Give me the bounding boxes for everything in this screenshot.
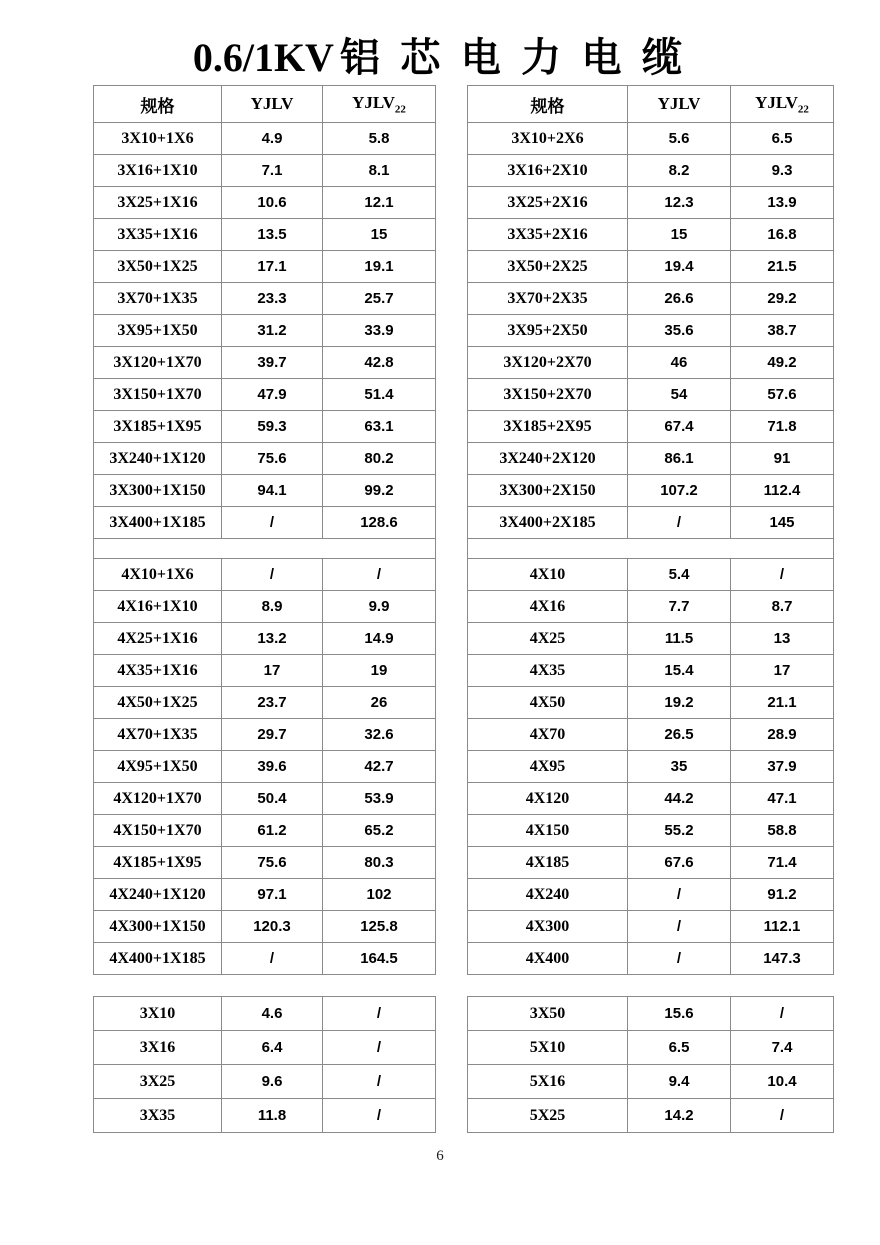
value-cell: 80.2	[323, 443, 436, 475]
value-cell: /	[323, 1065, 436, 1099]
col-header-yjlv22	[323, 86, 436, 123]
table-row	[94, 751, 436, 783]
value-cell: 112.1	[731, 911, 834, 943]
spec-cell: 4X240+1X120	[94, 879, 222, 911]
table-row	[94, 123, 436, 155]
value-cell: 125.8	[323, 911, 436, 943]
value-cell: 44.2	[628, 783, 731, 815]
value-cell: 35	[628, 751, 731, 783]
value-cell: 13.9	[731, 187, 834, 219]
spec-cell: 4X240	[468, 879, 628, 911]
table-row	[468, 879, 834, 911]
table-row	[468, 123, 834, 155]
value-cell: 6.5	[731, 123, 834, 155]
value-cell: 80.3	[323, 847, 436, 879]
table-row	[94, 847, 436, 879]
value-cell: 4.6	[222, 997, 323, 1031]
spec-cell: 3X150+1X70	[94, 379, 222, 411]
value-cell: 19.4	[628, 251, 731, 283]
value-cell: 8.9	[222, 591, 323, 623]
value-cell: 11.5	[628, 623, 731, 655]
value-cell: 9.3	[731, 155, 834, 187]
value-cell: 19	[323, 655, 436, 687]
page-title-latin: 0.6/1KV	[192, 35, 334, 80]
value-cell: 54	[628, 379, 731, 411]
spec-cell: 4X120+1X70	[94, 783, 222, 815]
value-cell: /	[628, 911, 731, 943]
value-cell: /	[628, 507, 731, 539]
spec-cell: 3X400+2X185	[468, 507, 628, 539]
value-cell: 99.2	[323, 475, 436, 507]
table-row	[94, 783, 436, 815]
value-cell: 5.6	[628, 123, 731, 155]
value-cell: 26.6	[628, 283, 731, 315]
value-cell: 55.2	[628, 815, 731, 847]
value-cell: 49.2	[731, 347, 834, 379]
value-cell: 67.6	[628, 847, 731, 879]
spec-cell: 3X240+1X120	[94, 443, 222, 475]
value-cell: 29.2	[731, 283, 834, 315]
spec-cell: 4X25	[468, 623, 628, 655]
spec-cell: 5X10	[468, 1031, 628, 1065]
value-cell: 71.8	[731, 411, 834, 443]
value-cell: 8.1	[323, 155, 436, 187]
value-cell: /	[731, 1099, 834, 1133]
table-row	[468, 411, 834, 443]
right-column	[467, 85, 833, 1133]
value-cell: 19.1	[323, 251, 436, 283]
value-cell: 8.7	[731, 591, 834, 623]
value-cell: 128.6	[323, 507, 436, 539]
value-cell: 120.3	[222, 911, 323, 943]
value-cell: 51.4	[323, 379, 436, 411]
value-cell: 102	[323, 879, 436, 911]
spec-cell: 3X16+1X10	[94, 155, 222, 187]
value-cell: 164.5	[323, 943, 436, 975]
header-row	[468, 86, 834, 123]
col-header-spec: 规格	[94, 86, 222, 123]
value-cell: /	[628, 943, 731, 975]
value-cell: 15.4	[628, 655, 731, 687]
spec-cell: 3X25+1X16	[94, 187, 222, 219]
value-cell: 65.2	[323, 815, 436, 847]
value-cell: 71.4	[731, 847, 834, 879]
table-row	[94, 1031, 436, 1065]
value-cell: 19.2	[628, 687, 731, 719]
value-cell: 25.7	[323, 283, 436, 315]
value-cell: 42.7	[323, 751, 436, 783]
table-row	[468, 655, 834, 687]
spec-cell: 3X300+2X150	[468, 475, 628, 507]
table-row	[94, 879, 436, 911]
table-row	[94, 687, 436, 719]
col-header-yjlv: YJLV	[628, 86, 731, 123]
value-cell: 10.4	[731, 1065, 834, 1099]
spec-cell: 3X25	[94, 1065, 222, 1099]
left-section-1	[94, 123, 436, 539]
spec-cell: 4X150	[468, 815, 628, 847]
spec-cell: 4X16	[468, 591, 628, 623]
value-cell: 4.9	[222, 123, 323, 155]
table-row	[94, 475, 436, 507]
value-cell: 8.2	[628, 155, 731, 187]
spec-cell: 3X50+1X25	[94, 251, 222, 283]
value-cell: 33.9	[323, 315, 436, 347]
right-bottom-table	[467, 996, 834, 1133]
value-cell: 21.1	[731, 687, 834, 719]
spec-cell: 4X185+1X95	[94, 847, 222, 879]
value-cell: 14.2	[628, 1099, 731, 1133]
table-row	[94, 591, 436, 623]
spec-cell: 3X120+2X70	[468, 347, 628, 379]
spec-cell: 3X16+2X10	[468, 155, 628, 187]
spec-cell: 5X16	[468, 1065, 628, 1099]
value-cell: 26	[323, 687, 436, 719]
table-row	[468, 507, 834, 539]
col-header-spec: 规格	[468, 86, 628, 123]
value-cell: 21.5	[731, 251, 834, 283]
value-cell: /	[323, 1031, 436, 1065]
page-title	[0, 26, 880, 83]
spec-cell: 3X35+1X16	[94, 219, 222, 251]
value-cell: 91	[731, 443, 834, 475]
value-cell: 97.1	[222, 879, 323, 911]
table-row	[94, 623, 436, 655]
table-row	[94, 507, 436, 539]
table-row	[468, 1099, 834, 1133]
table-row	[468, 1031, 834, 1065]
section-spacer	[468, 539, 834, 559]
table-row	[468, 783, 834, 815]
spec-cell: 3X35	[94, 1099, 222, 1133]
left-column	[93, 85, 435, 1133]
table-row	[94, 559, 436, 591]
value-cell: 9.9	[323, 591, 436, 623]
page-title-cjk: 铝 芯 电 力 电 缆	[339, 35, 688, 80]
spec-cell: 4X400+1X185	[94, 943, 222, 975]
spec-cell: 3X400+1X185	[94, 507, 222, 539]
table-row	[94, 815, 436, 847]
spec-cell: 4X25+1X16	[94, 623, 222, 655]
value-cell: 26.5	[628, 719, 731, 751]
value-cell: 13.2	[222, 623, 323, 655]
spec-cell: 4X120	[468, 783, 628, 815]
spec-cell: 3X300+1X150	[94, 475, 222, 507]
value-cell: /	[222, 507, 323, 539]
table-row	[468, 911, 834, 943]
value-cell: /	[731, 559, 834, 591]
table-row	[468, 347, 834, 379]
col-header-yjlv: YJLV	[222, 86, 323, 123]
value-cell: 23.7	[222, 687, 323, 719]
value-cell: 7.7	[628, 591, 731, 623]
table-row	[468, 591, 834, 623]
value-cell: /	[222, 559, 323, 591]
table-row	[468, 815, 834, 847]
value-cell: 50.4	[222, 783, 323, 815]
value-cell: 67.4	[628, 411, 731, 443]
table-row	[94, 283, 436, 315]
left-main-table	[93, 85, 436, 975]
spec-cell: 3X10	[94, 997, 222, 1031]
spacer-cell	[468, 539, 834, 559]
value-cell: 9.6	[222, 1065, 323, 1099]
value-cell: 9.4	[628, 1065, 731, 1099]
spec-cell: 3X240+2X120	[468, 443, 628, 475]
value-cell: /	[731, 997, 834, 1031]
left-bottom-table	[93, 996, 436, 1133]
value-cell: 42.8	[323, 347, 436, 379]
value-cell: 14.9	[323, 623, 436, 655]
value-cell: 112.4	[731, 475, 834, 507]
value-cell: 23.3	[222, 283, 323, 315]
value-cell: 53.9	[323, 783, 436, 815]
value-cell: 6.5	[628, 1031, 731, 1065]
table-row	[468, 315, 834, 347]
value-cell: 11.8	[222, 1099, 323, 1133]
value-cell: 47.1	[731, 783, 834, 815]
table-row	[468, 155, 834, 187]
value-cell: 6.4	[222, 1031, 323, 1065]
table-row	[94, 379, 436, 411]
col-header-yjlv22-sub: 22	[797, 103, 809, 116]
header-row	[94, 86, 436, 123]
table-row	[468, 443, 834, 475]
value-cell: 28.9	[731, 719, 834, 751]
spacer-cell	[94, 539, 436, 559]
spec-cell: 4X10	[468, 559, 628, 591]
spec-cell: 3X185+1X95	[94, 411, 222, 443]
value-cell: /	[323, 1099, 436, 1133]
spec-cell: 3X150+2X70	[468, 379, 628, 411]
right-section-3	[468, 997, 834, 1133]
spec-cell: 3X185+2X95	[468, 411, 628, 443]
value-cell: 107.2	[628, 475, 731, 507]
spec-cell: 4X16+1X10	[94, 591, 222, 623]
value-cell: 39.7	[222, 347, 323, 379]
spec-cell: 4X95+1X50	[94, 751, 222, 783]
table-row	[94, 1099, 436, 1133]
value-cell: 17	[731, 655, 834, 687]
value-cell: 61.2	[222, 815, 323, 847]
spec-cell: 3X50	[468, 997, 628, 1031]
table-row	[94, 347, 436, 379]
value-cell: 91.2	[731, 879, 834, 911]
section-spacer	[94, 539, 436, 559]
value-cell: /	[222, 943, 323, 975]
table-row	[468, 187, 834, 219]
table-row	[94, 155, 436, 187]
left-section-2	[94, 559, 436, 975]
value-cell: 86.1	[628, 443, 731, 475]
value-cell: 94.1	[222, 475, 323, 507]
value-cell: 15.6	[628, 997, 731, 1031]
value-cell: 145	[731, 507, 834, 539]
value-cell: 57.6	[731, 379, 834, 411]
table-row	[468, 997, 834, 1031]
value-cell: 12.1	[323, 187, 436, 219]
value-cell: 32.6	[323, 719, 436, 751]
spec-cell: 3X10+1X6	[94, 123, 222, 155]
table-row	[94, 315, 436, 347]
value-cell: 16.8	[731, 219, 834, 251]
value-cell: 13	[731, 623, 834, 655]
right-section-2	[468, 559, 834, 975]
spec-cell: 3X35+2X16	[468, 219, 628, 251]
spec-cell: 4X35	[468, 655, 628, 687]
value-cell: 31.2	[222, 315, 323, 347]
col-header-yjlv22	[731, 86, 834, 123]
value-cell: 7.1	[222, 155, 323, 187]
value-cell: 12.3	[628, 187, 731, 219]
col-header-yjlv22-base: YJLV	[755, 92, 798, 112]
spec-cell: 3X95+1X50	[94, 315, 222, 347]
col-header-yjlv22-base: YJLV	[352, 92, 395, 112]
spec-cell: 3X95+2X50	[468, 315, 628, 347]
spec-cell: 4X150+1X70	[94, 815, 222, 847]
table-row	[468, 751, 834, 783]
tables-container	[93, 85, 833, 1133]
value-cell: 5.4	[628, 559, 731, 591]
value-cell: 17	[222, 655, 323, 687]
right-main-table	[467, 85, 834, 975]
table-row	[468, 847, 834, 879]
table-row	[468, 943, 834, 975]
spec-cell: 4X70	[468, 719, 628, 751]
col-header-yjlv22-sub: 22	[394, 103, 406, 116]
spec-cell: 3X25+2X16	[468, 187, 628, 219]
value-cell: 17.1	[222, 251, 323, 283]
table-row	[94, 251, 436, 283]
value-cell: 15	[323, 219, 436, 251]
table-row	[468, 687, 834, 719]
table-row	[468, 719, 834, 751]
table-row	[468, 559, 834, 591]
value-cell: 39.6	[222, 751, 323, 783]
table-row	[468, 623, 834, 655]
table-row	[94, 655, 436, 687]
spec-cell: 4X300	[468, 911, 628, 943]
value-cell: 13.5	[222, 219, 323, 251]
table-row	[94, 187, 436, 219]
table-row	[468, 379, 834, 411]
table-row	[94, 443, 436, 475]
table-row	[94, 911, 436, 943]
left-section-3	[94, 997, 436, 1133]
right-section-1	[468, 123, 834, 539]
value-cell: 75.6	[222, 847, 323, 879]
spec-cell: 4X95	[468, 751, 628, 783]
table-row	[94, 219, 436, 251]
value-cell: 38.7	[731, 315, 834, 347]
value-cell: 147.3	[731, 943, 834, 975]
spec-cell: 4X70+1X35	[94, 719, 222, 751]
table-row	[468, 283, 834, 315]
value-cell: 35.6	[628, 315, 731, 347]
value-cell: 10.6	[222, 187, 323, 219]
spec-cell: 4X10+1X6	[94, 559, 222, 591]
table-row	[468, 1065, 834, 1099]
table-row	[94, 997, 436, 1031]
table-row	[468, 475, 834, 507]
spec-cell: 3X70+1X35	[94, 283, 222, 315]
value-cell: 15	[628, 219, 731, 251]
value-cell: 7.4	[731, 1031, 834, 1065]
value-cell: 29.7	[222, 719, 323, 751]
spec-cell: 4X400	[468, 943, 628, 975]
spec-cell: 4X50	[468, 687, 628, 719]
value-cell: 75.6	[222, 443, 323, 475]
value-cell: /	[323, 559, 436, 591]
table-row	[468, 251, 834, 283]
value-cell: /	[323, 997, 436, 1031]
spec-cell: 3X70+2X35	[468, 283, 628, 315]
spec-cell: 3X10+2X6	[468, 123, 628, 155]
table-row	[94, 411, 436, 443]
spec-cell: 3X50+2X25	[468, 251, 628, 283]
table-row	[94, 1065, 436, 1099]
value-cell: 47.9	[222, 379, 323, 411]
value-cell: 5.8	[323, 123, 436, 155]
value-cell: 46	[628, 347, 731, 379]
spec-cell: 3X16	[94, 1031, 222, 1065]
value-cell: 37.9	[731, 751, 834, 783]
spec-cell: 4X35+1X16	[94, 655, 222, 687]
spec-cell: 5X25	[468, 1099, 628, 1133]
spec-cell: 3X120+1X70	[94, 347, 222, 379]
value-cell: /	[628, 879, 731, 911]
value-cell: 63.1	[323, 411, 436, 443]
value-cell: 59.3	[222, 411, 323, 443]
page-number: 6	[436, 1148, 444, 1164]
table-row	[94, 719, 436, 751]
table-row	[468, 219, 834, 251]
spec-cell: 4X185	[468, 847, 628, 879]
value-cell: 58.8	[731, 815, 834, 847]
table-row	[94, 943, 436, 975]
spec-cell: 4X300+1X150	[94, 911, 222, 943]
spec-cell: 4X50+1X25	[94, 687, 222, 719]
